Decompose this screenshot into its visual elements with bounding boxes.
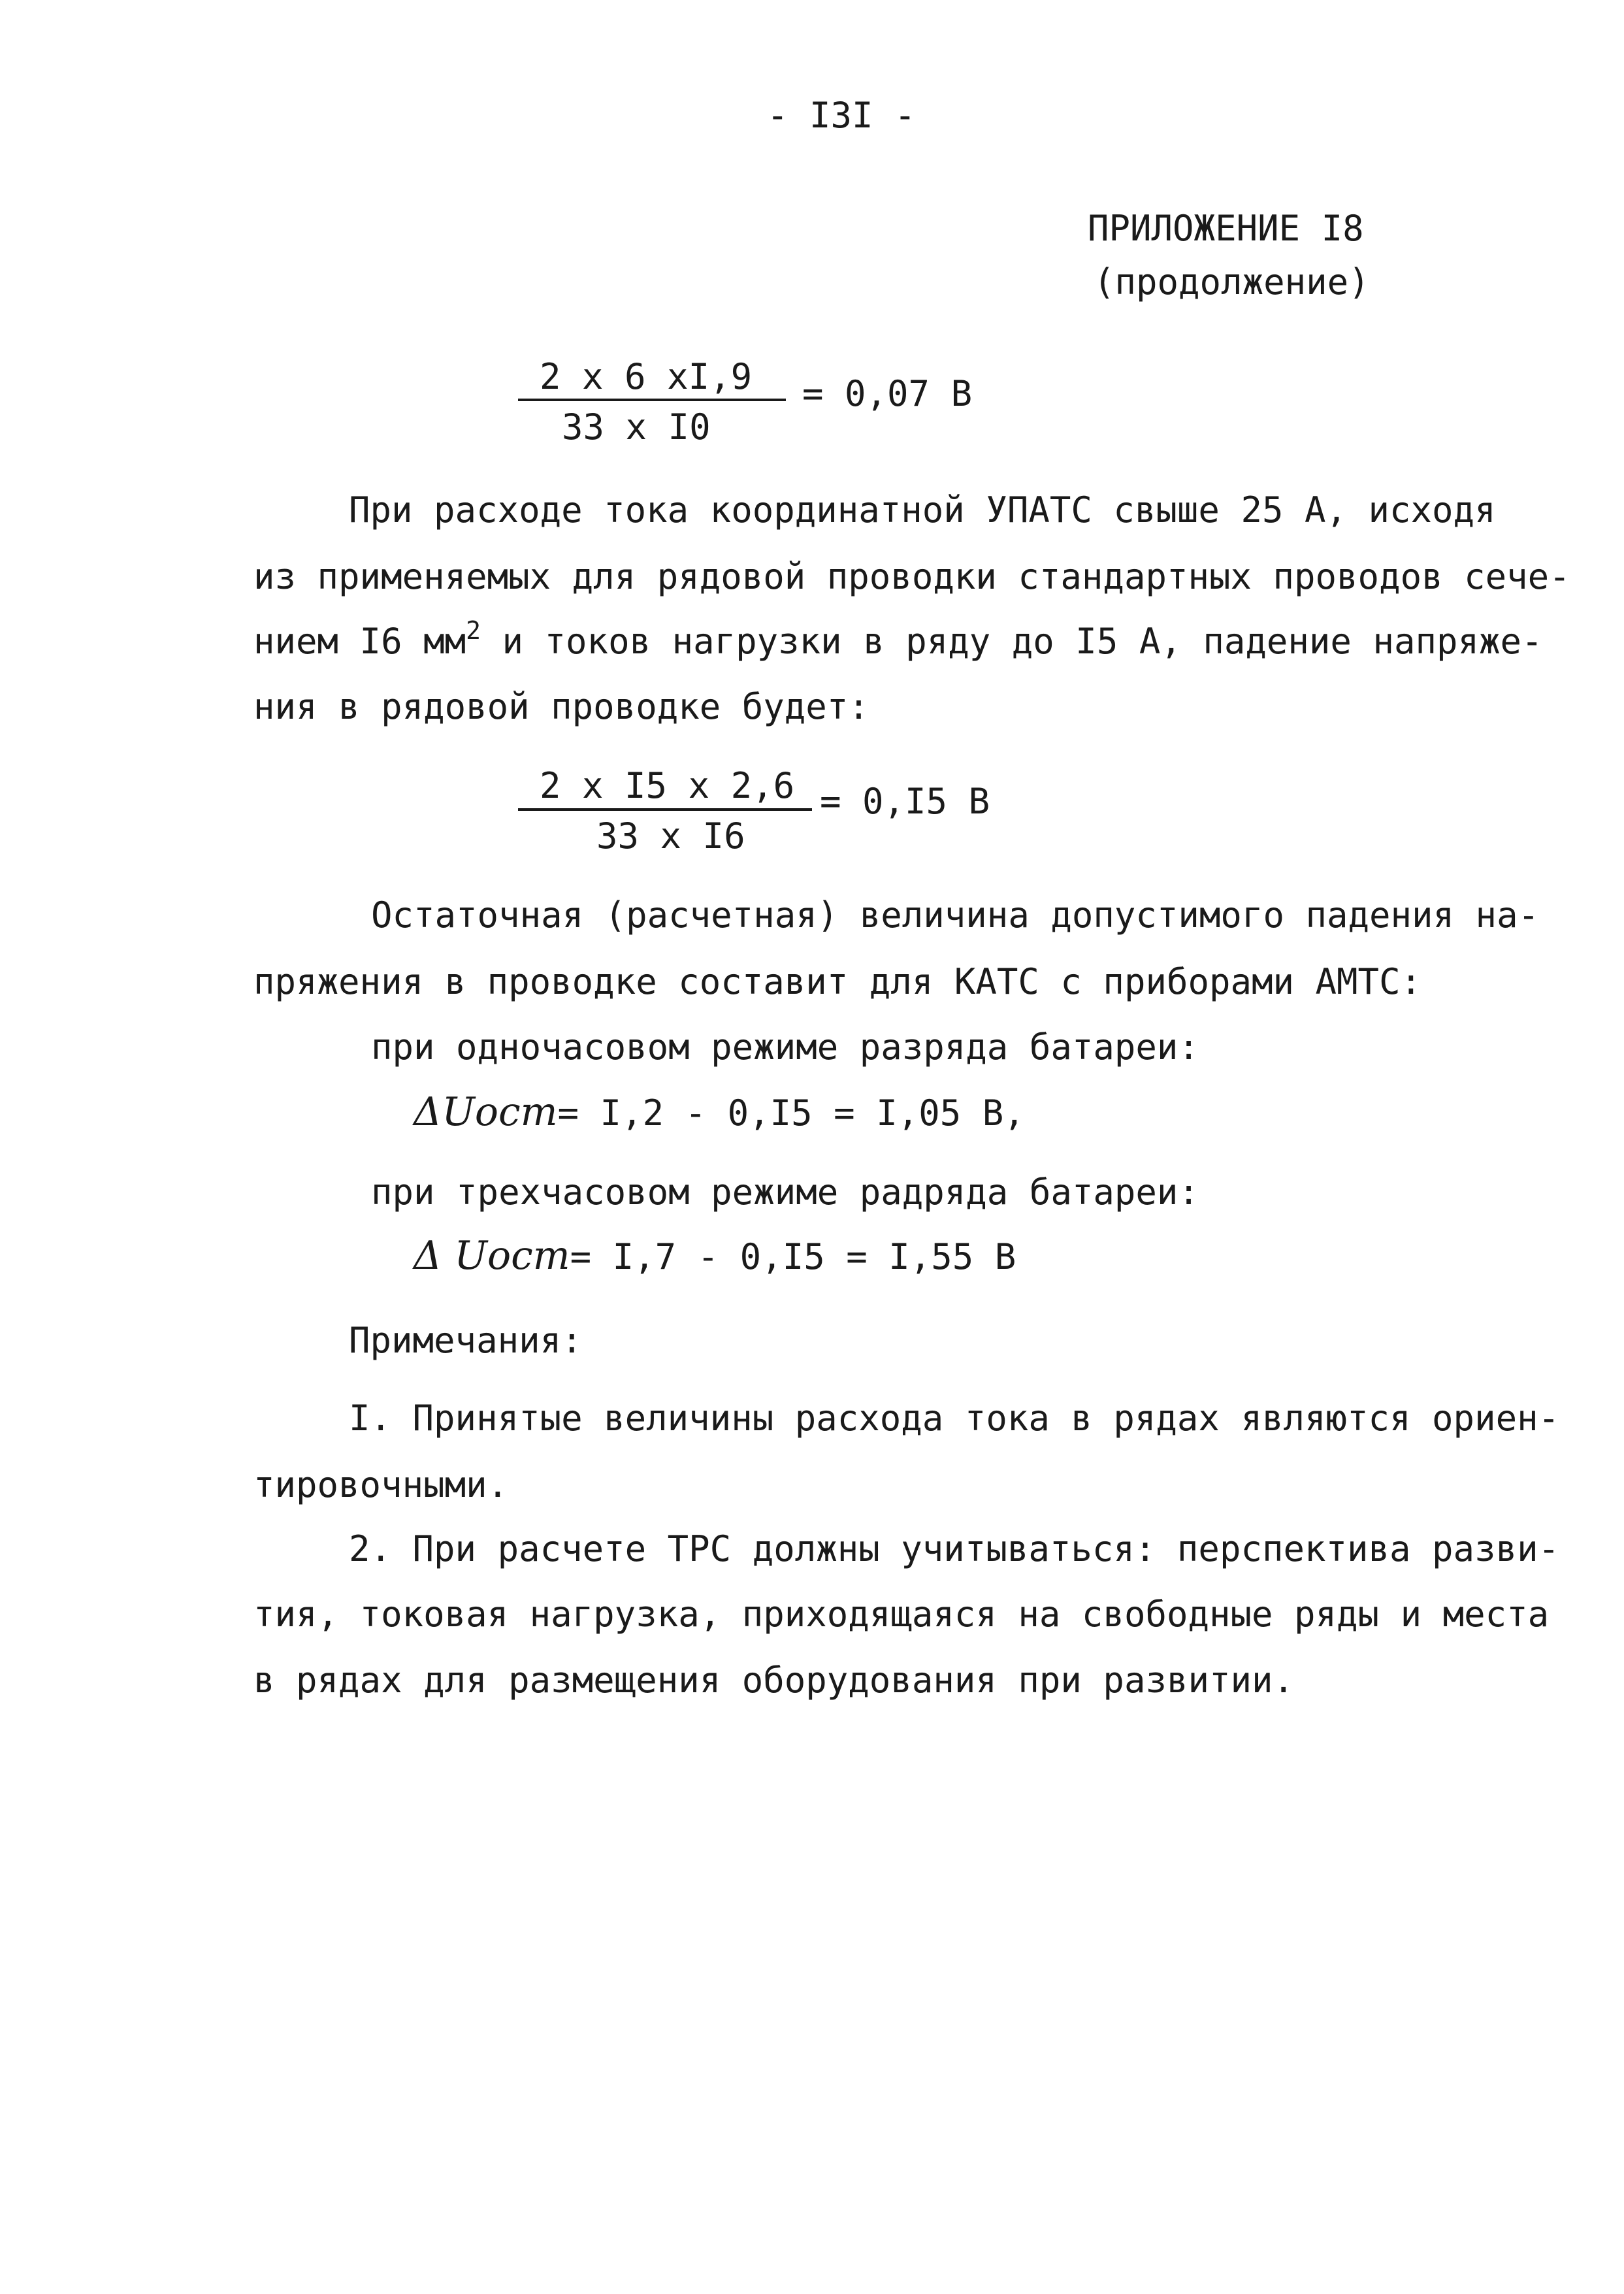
note1-line1: I. Принятые величины расхода тока в рядах являются ориен- <box>349 1398 1560 1439</box>
note2-line2: тия, токовая нагрузка, приходящаяся на свободные ряды и места <box>253 1594 1550 1635</box>
formula1-numerator: 2 x 6 xI,9 <box>540 356 753 397</box>
paragraph1-line3 <box>253 616 1543 662</box>
note2-line1: 2. При расчете ТРС должны учитываться: перспектива разви- <box>349 1528 1560 1569</box>
note2-line3: в рядах для размещения оборудования при развитии. <box>253 1660 1295 1701</box>
paragraph1-line3-end: и токов нагрузки в ряду до I5 А, падение напряже- <box>502 621 1543 662</box>
formula2-denominator: 33 x I6 <box>596 815 745 857</box>
paragraph1-line2: из применяемых для рядовой проводки стандартных проводов сече- <box>253 556 1570 597</box>
mode2-label: при трехчасовом режиме радряда батареи: <box>371 1172 1199 1213</box>
mode1-symbol: ΔUост <box>414 1089 558 1135</box>
paragraph2-line2: пряжения в проводке составит для КАТС с приборами АМТС: <box>253 961 1422 1002</box>
paragraph1-line1: При расходе тока координатной УПАТС свыше 25 А, исходя <box>349 489 1496 531</box>
paragraph1-line3-start: нием I6 мм <box>253 621 466 662</box>
paragraph2-line1: Остаточная (расчетная) величина допустимого падения на- <box>371 894 1540 936</box>
formula2-result: = 0,I5 В <box>820 781 990 822</box>
notes-heading: Примечания: <box>349 1320 583 1361</box>
mode1-label: при одночасовом режиме разряда батареи: <box>371 1026 1199 1068</box>
page-number: - I3I - <box>767 95 916 136</box>
mode1-expression: = I,2 - 0,I5 = I,05 В, <box>557 1092 1025 1134</box>
formula1-denominator: 33 x I0 <box>562 406 711 448</box>
note1-line2: тировочными. <box>253 1464 509 1505</box>
mode2-expression: = I,7 - 0,I5 = I,55 В <box>570 1236 1016 1277</box>
formula1-result: = 0,07 В <box>802 373 973 414</box>
mode2-formula <box>414 1233 1016 1279</box>
mode2-symbol: Δ Uост <box>414 1233 570 1279</box>
formula1-fraction-bar <box>518 399 786 401</box>
appendix-title: ПРИЛОЖЕНИЕ I8 <box>1088 208 1364 249</box>
formula2-fraction-bar <box>518 808 812 811</box>
paragraph1-line4: ния в рядовой проводке будет: <box>253 686 869 727</box>
square-superscript: 2 <box>466 616 481 645</box>
formula2-numerator: 2 x I5 x 2,6 <box>540 765 795 806</box>
mode1-formula <box>414 1089 1025 1135</box>
appendix-subtitle: (продолжение) <box>1094 261 1370 303</box>
